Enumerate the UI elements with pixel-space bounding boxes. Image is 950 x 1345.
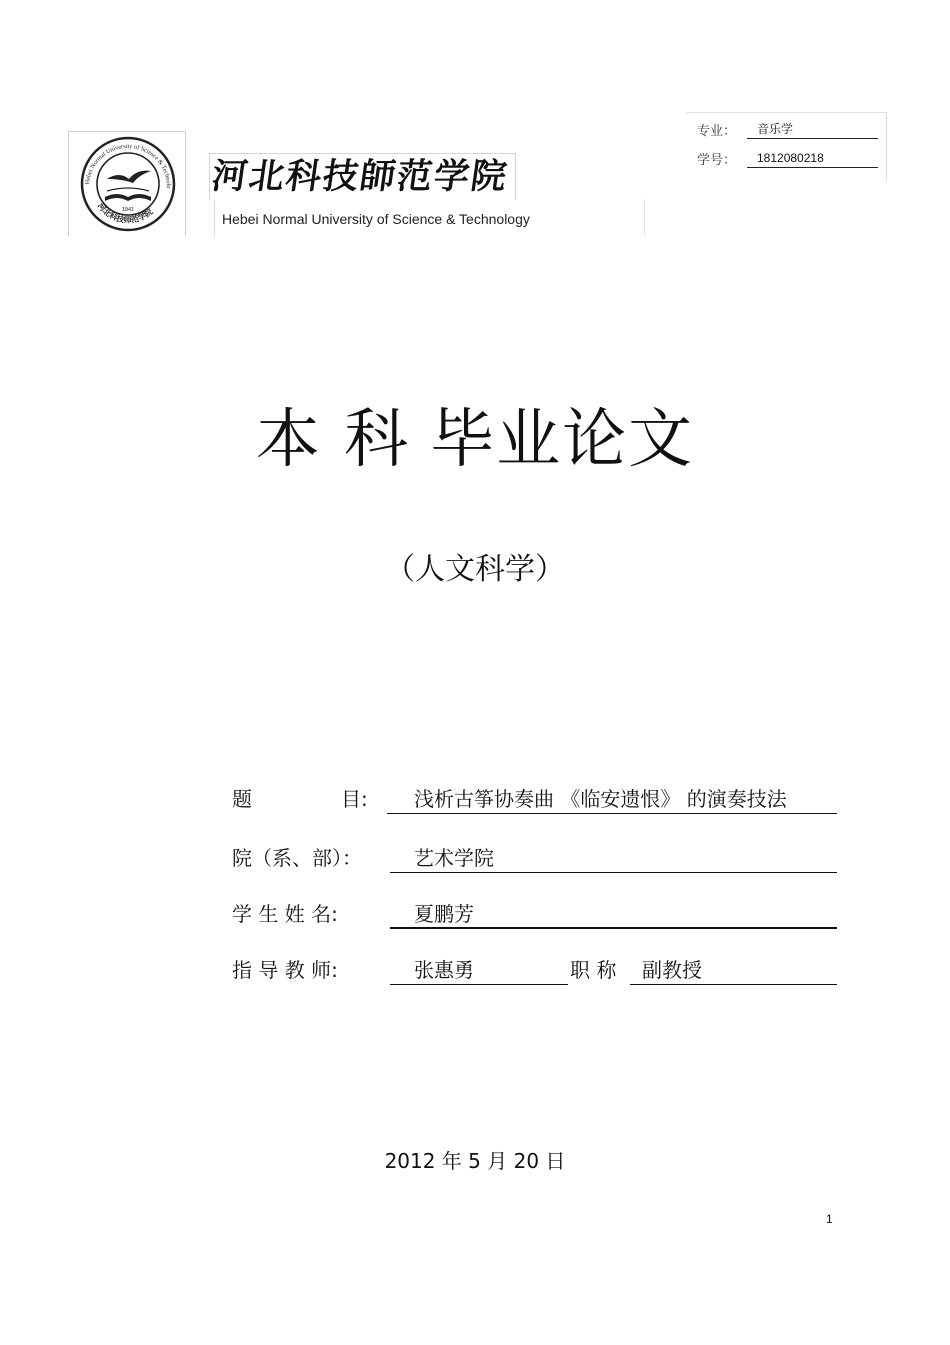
- student-id-row: [697, 149, 824, 168]
- seal-year: 1941: [121, 207, 135, 213]
- major-row: [697, 120, 794, 139]
- student-id-label: 学号：: [697, 153, 737, 168]
- student-name-row: [232, 901, 837, 931]
- rank-label: 职 称: [570, 958, 617, 982]
- department-row: [232, 845, 837, 875]
- department-label: 院（系、部）：: [232, 846, 362, 870]
- topic-row: [232, 786, 837, 816]
- advisor-value: 张惠勇: [414, 958, 474, 982]
- student-name-underline: [390, 927, 837, 929]
- topic-label: 题 目:: [232, 787, 368, 811]
- student-name-label: 学 生 姓 名:: [232, 902, 338, 926]
- page-number: 1: [826, 1212, 833, 1226]
- rank-value: 副教授: [642, 958, 702, 982]
- rank-underline: [630, 984, 837, 985]
- department-value: 艺术学院: [414, 846, 494, 870]
- logo-frame: [68, 131, 186, 236]
- department-underline: [390, 872, 837, 873]
- title-part-thesis: 毕业论文: [430, 403, 695, 477]
- submission-date: 2012 年 5 月 20 日: [384, 1149, 566, 1173]
- page-subtitle: （人文科学）: [385, 552, 565, 587]
- major-value: 音乐学: [747, 120, 878, 139]
- page-title: [0, 400, 950, 480]
- university-name-calligraphy: 河北科技師范学院: [209, 156, 511, 197]
- major-label: 专业：: [697, 124, 737, 139]
- advisor-row: [232, 957, 837, 987]
- university-name-english: Hebei Normal University of Science & Technology: [222, 211, 530, 227]
- seal-bottom-text: 河北科技师范学院: [95, 201, 155, 225]
- student-id-value: 1812080218: [747, 149, 878, 168]
- topic-underline: [387, 813, 837, 814]
- seal-ring-text: Hebei Normal University of Science & Technolo: [84, 142, 173, 189]
- topic-value: 浅析古筝协奏曲 《临安遗恨》 的演奏技法: [414, 787, 787, 811]
- advisor-label: 指 导 教 师:: [232, 958, 338, 982]
- advisor-underline: [390, 984, 568, 985]
- university-seal-icon: [77, 135, 179, 233]
- student-name-value: 夏鹏芳: [414, 902, 474, 926]
- title-part-undergraduate: 本 科: [255, 403, 411, 477]
